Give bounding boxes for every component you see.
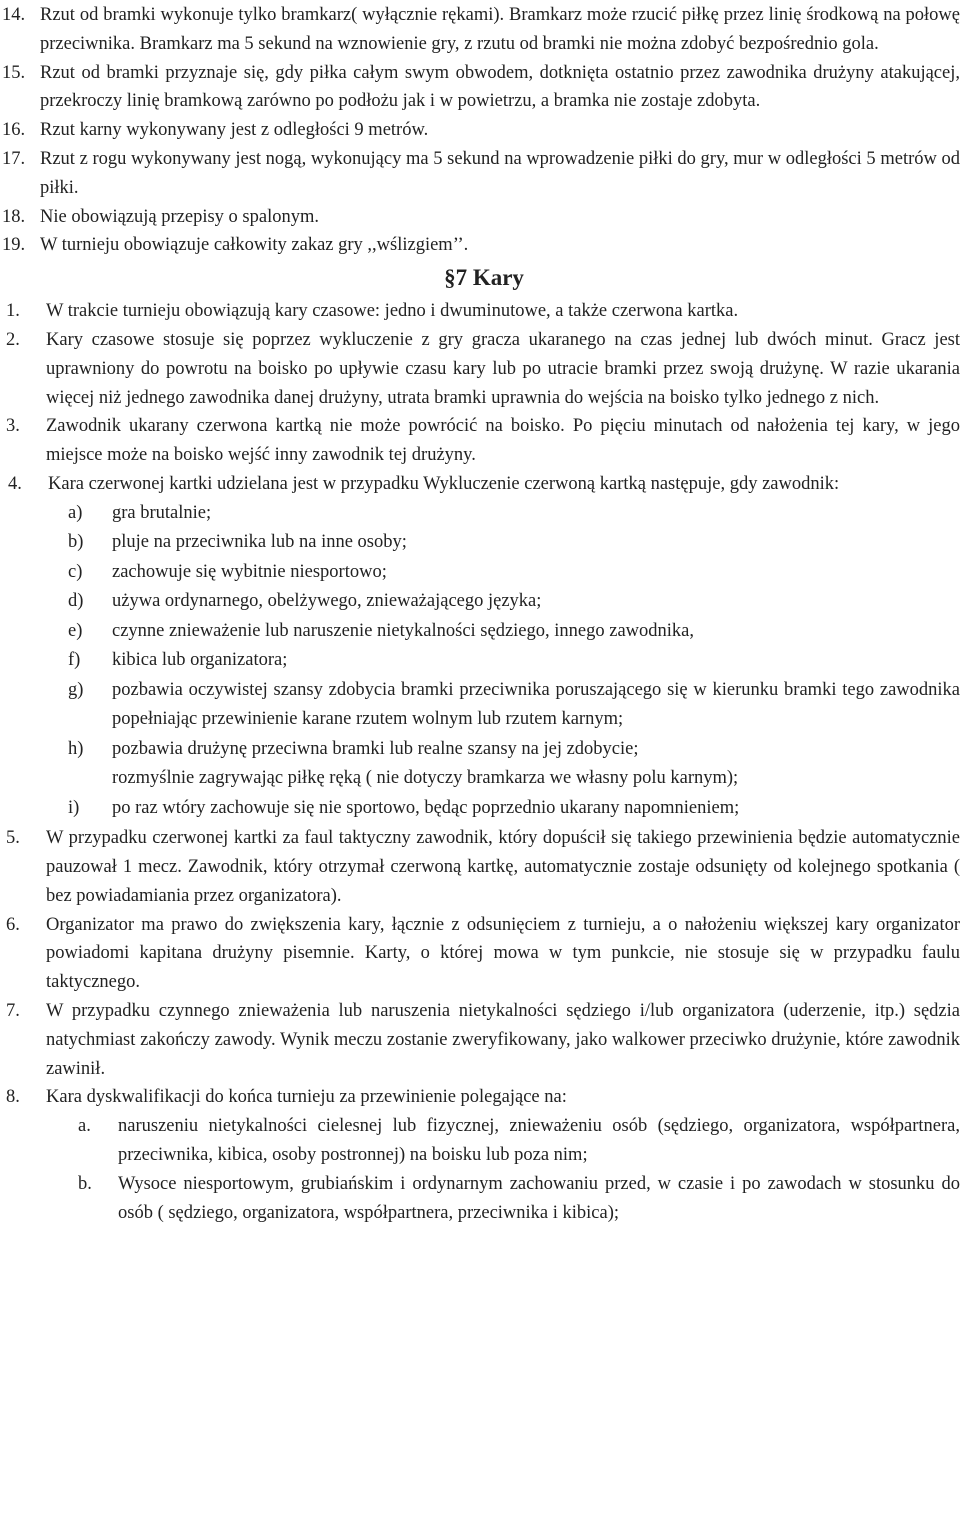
condition-item (0, 676, 960, 735)
condition-text: używa ordynarnego, obelżywego, znieważającego języka; (112, 591, 542, 612)
rule-text: Rzut od bramki przyznaje się, gdy piłka całym swym obwodem, dotknięta ostatnio przez zawodnika drużyny atakującej, przekroczy linię bramkową zarówno po podłożu jak i w powietrzu, a bramka nie zostaje zdobyta. (40, 62, 960, 112)
penalty-5 (0, 824, 960, 910)
penalty-text: Organizator ma prawo do zwiększenia kary, łącznie z odsunięciem z turnieju, a o nałożeniu większej kary organizator powiadomi kapitana drużyny pisemnie. Karty, o której mowa w tym punkcie, nie stosuje się w przypadku faulu taktycznego. (46, 914, 960, 993)
penalty-number: 3. (6, 416, 20, 437)
section-heading: §7 Kary (444, 265, 524, 291)
rule-number: 18. (2, 206, 26, 227)
disqualification-label: a. (78, 1116, 91, 1137)
penalty-7 (0, 997, 960, 1083)
rules-list-upper (0, 1, 960, 260)
disqualification-item (0, 1112, 960, 1170)
penalty-number: 6. (6, 914, 20, 935)
condition-label: c) (68, 561, 83, 582)
rule-number: 17. (2, 148, 26, 169)
penalty-text: W przypadku czynnego znieważenia lub naruszenia nietykalności sędziego i/lub organizatora (uderzenie, itp.) sędzia natychmiast zakończy zawody. Wynik meczu zostanie zweryfikowany, jako walkower przeciwko drużynie, które zawodnik zawinił. (46, 1001, 960, 1079)
rule-number: 14. (2, 5, 26, 25)
penalty-6 (0, 911, 960, 997)
condition-label: d) (68, 591, 84, 612)
rule-number: 15. (2, 62, 26, 83)
penalty-text: W przypadku czerwonej kartki za faul taktyczny zawodnik, który dopuścił się takiego przewinienia będzie automatycznie pauzował 1 mecz. Zawodnik, który otrzymał czerwoną kartkę, automatycznie zostaje odsunięty od kolejnego spotkania ( bez powiadamiania przez organizatora). (46, 828, 960, 906)
condition-item (0, 587, 960, 617)
condition-item (0, 499, 960, 529)
condition-label: f) (68, 650, 81, 671)
disqualification-conditions (0, 1112, 960, 1227)
rule-text: Rzut karny wykonywany jest z odległości 9 metrów. (40, 120, 429, 141)
red-card-conditions (0, 499, 960, 824)
condition-text: zachowuje się wybitnie niesportowo; (112, 561, 387, 582)
penalty-2 (0, 326, 960, 412)
penalty-3 (0, 412, 960, 470)
penalty-1 (0, 297, 960, 326)
penalty-text: Kary czasowe stosuje się poprzez wykluczenie z gry gracza ukaranego na czas jednej lub dwóch minut. Gracz jest uprawniony do powrotu na boisko po upływie czasu kary lub po utracie bramki przez swoją drużynę. W razie ukarania więcej niż jednego zawodnika danej drużyny, utrata bramki uprawnia do wejścia na boisko tylko jednego z nich. (46, 329, 960, 408)
penalties-list (0, 297, 960, 1227)
penalty-4 (0, 470, 960, 499)
rule-text: Nie obowiązują przepisy o spalonym. (40, 206, 319, 227)
penalty-text: W trakcie turnieju obowiązują kary czasowe: jedno i dwuminutowe, a także czerwona kartka. (46, 301, 739, 322)
penalty-number: 7. (6, 1001, 20, 1022)
condition-text: kibica lub organizatora; (112, 650, 288, 671)
condition-label: g) (68, 679, 84, 700)
condition-item (0, 735, 960, 794)
penalty-number: 5. (6, 828, 20, 849)
rule-number: 19. (2, 235, 26, 256)
condition-item (0, 617, 960, 647)
penalty-number: 4. (8, 473, 22, 494)
rule-text: W turnieju obowiązuje całkowity zakaz gry ,,wślizgiem’’. (40, 235, 469, 256)
condition-label: a) (68, 502, 83, 523)
rule-text: Rzut od bramki wykonuje tylko bramkarz( wyłącznie rękami). Bramkarz może rzucić piłkę przez linię środkową na połowę przeciwnika. Bramkarz ma 5 sekund na wznowienie gry, z rzutu od bramki nie można zdobyć bezpośrednio gola. (40, 5, 960, 54)
condition-text: pozbawia oczywistej szansy zdobycia bramki przeciwnika poruszającego się w kierunku bramki tego zawodnika popełniając przewinienie karane rzutem wolnym lub rzutem karnym; (112, 679, 960, 730)
rule-17 (0, 145, 960, 203)
condition-item (0, 558, 960, 588)
penalty-text: Kara dyskwalifikacji do końca turnieju za przewinienie polegające na: (46, 1087, 567, 1108)
rule-text: Rzut z rogu wykonywany jest nogą, wykonujący ma 5 sekund na wprowadzenie piłki do gry, mur w odległości 5 metrów od piłki. (40, 148, 960, 198)
rule-number: 16. (2, 120, 26, 141)
condition-text: pozbawia drużynę przeciwna bramki lub realne szansy na jej zdobycie; (112, 738, 639, 759)
condition-text-continued: rozmyślnie zagrywając piłkę ręką ( nie dotyczy bramkarza we własny polu karnym); (112, 768, 739, 789)
rule-16 (0, 116, 960, 145)
disqualification-label: b. (78, 1173, 92, 1194)
penalty-number: 2. (6, 329, 20, 350)
condition-label: e) (68, 620, 83, 641)
rule-15 (0, 59, 960, 117)
rule-14 (0, 1, 960, 59)
disqualification-text: naruszeniu nietykalności cielesnej lub fizycznej, znieważeniu osób (sędziego, organizatora, współpartnera, przeciwnika, kibica, osoby postronnej) na boisku lub poza nim; (118, 1116, 960, 1166)
penalty-text: Kara czerwonej kartki udzielana jest w przypadku Wykluczenie czerwoną kartką następuje, gdy zawodnik: (48, 473, 840, 494)
penalty-text: Zawodnik ukarany czerwona kartką nie może powrócić na boisko. Po pięciu minutach od nałożenia tej kary, w jego miejsce może na boisko wejść inny zawodnik tej drużyny. (46, 416, 960, 466)
disqualification-text: Wysoce niesportowym, grubiańskim i ordynarnym zachowaniu przed, w czasie i po zawodach w stosunku do osób ( sędziego, organizatora, współpartnera, przeciwnika i kibica); (118, 1173, 960, 1223)
condition-text: po raz wtóry zachowuje się nie sportowo, będąc poprzednio ukarany napomnieniem; (112, 797, 740, 818)
condition-text: pluje na przeciwnika lub na inne osoby; (112, 532, 407, 553)
condition-label: b) (68, 532, 84, 553)
condition-item (0, 646, 960, 676)
condition-text: czynne znieważenie lub naruszenie nietykalności sędziego, innego zawodnika, (112, 620, 695, 641)
penalty-number: 1. (6, 301, 20, 322)
penalty-8 (0, 1083, 960, 1112)
condition-text: gra brutalnie; (112, 502, 212, 523)
condition-label: h) (68, 738, 84, 759)
disqualification-item (0, 1170, 960, 1228)
condition-item (0, 794, 960, 824)
penalty-number: 8. (6, 1087, 20, 1108)
rule-19 (0, 231, 960, 260)
condition-label: i) (68, 797, 80, 818)
condition-item (0, 528, 960, 558)
rule-18 (0, 203, 960, 232)
